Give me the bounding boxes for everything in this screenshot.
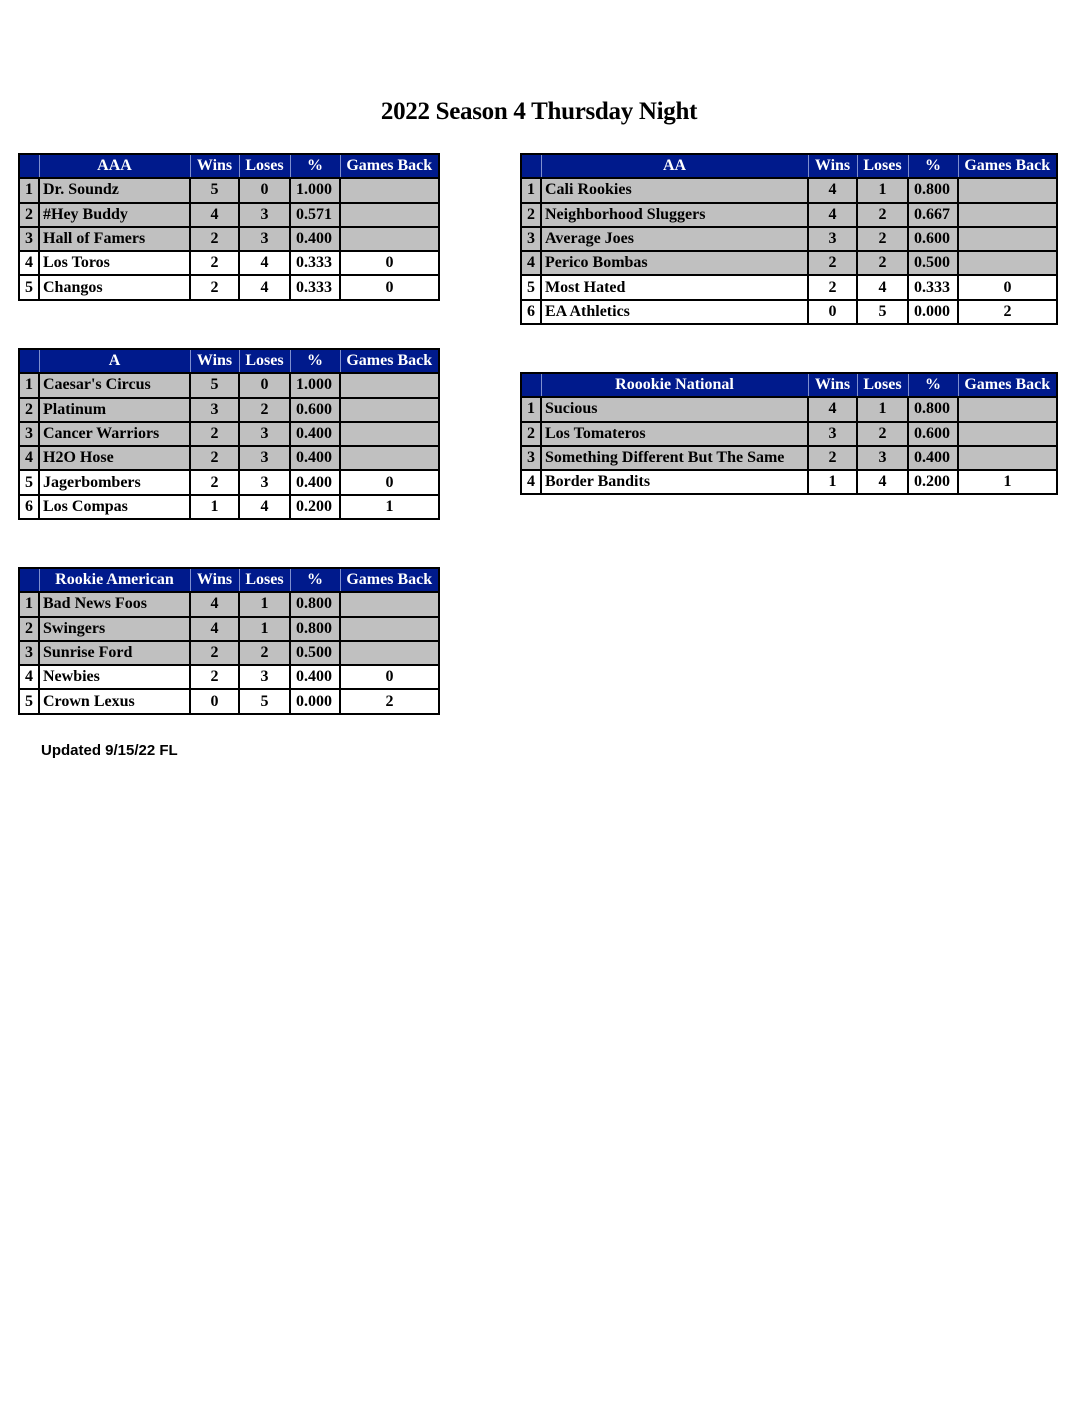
wins-cell: 4	[808, 178, 857, 202]
rank-cell: 4	[19, 665, 39, 689]
games-back-cell: 0	[340, 275, 439, 299]
rank-cell: 1	[521, 178, 541, 202]
games-back-cell	[340, 398, 439, 422]
loses-cell: 5	[857, 300, 908, 324]
standings-table-rookie-american	[18, 567, 440, 715]
table-row	[19, 617, 439, 641]
loses-cell: 5	[239, 689, 290, 713]
table-header-row	[521, 154, 1057, 178]
rank-cell: 2	[19, 203, 39, 227]
loses-cell: 0	[239, 373, 290, 397]
rank-cell: 4	[19, 251, 39, 275]
pct-cell: 0.333	[290, 251, 340, 275]
wins-cell: 2	[808, 251, 857, 275]
wins-cell: 2	[190, 251, 239, 275]
wins-cell: 0	[808, 300, 857, 324]
wins-cell: 1	[190, 495, 239, 519]
pct-header: %	[290, 349, 340, 373]
loses-cell: 3	[857, 446, 908, 470]
team-cell: Newbies	[39, 665, 190, 689]
rank-cell: 1	[521, 397, 541, 421]
team-cell: Border Bandits	[541, 470, 808, 494]
games-back-cell	[958, 251, 1057, 275]
loses-cell: 1	[857, 178, 908, 202]
standings-table-aa	[520, 153, 1058, 325]
team-cell: Bad News Foos	[39, 592, 190, 616]
games-back-cell	[958, 203, 1057, 227]
table-row	[19, 275, 439, 299]
pct-cell: 0.667	[908, 203, 958, 227]
rank-cell: 5	[19, 689, 39, 713]
pct-cell: 0.000	[290, 689, 340, 713]
rank-cell: 3	[19, 641, 39, 665]
team-cell: Most Hated	[541, 275, 808, 299]
loses-cell: 4	[857, 275, 908, 299]
team-cell: Los Tomateros	[541, 422, 808, 446]
table-row	[521, 422, 1057, 446]
table-row	[521, 470, 1057, 494]
team-cell: Average Joes	[541, 227, 808, 251]
loses-header: Loses	[857, 373, 908, 397]
wins-cell: 2	[808, 446, 857, 470]
rank-cell: 2	[521, 422, 541, 446]
pct-cell: 0.571	[290, 203, 340, 227]
rank-cell: 1	[19, 178, 39, 202]
games-back-cell	[340, 227, 439, 251]
games-back-header: Games Back	[340, 568, 439, 592]
table-header-row	[521, 373, 1057, 397]
page-title: 2022 Season 4 Thursday Night	[380, 98, 698, 125]
loses-header: Loses	[239, 154, 290, 178]
team-cell: #Hey Buddy	[39, 203, 190, 227]
table-header-row	[19, 154, 439, 178]
division-name: A	[39, 349, 190, 373]
loses-cell: 2	[857, 203, 908, 227]
loses-cell: 2	[857, 422, 908, 446]
loses-cell: 3	[239, 470, 290, 494]
team-cell: Jagerbombers	[39, 470, 190, 494]
loses-cell: 3	[239, 665, 290, 689]
games-back-header: Games Back	[958, 154, 1057, 178]
table-row	[521, 300, 1057, 324]
standings-table-a	[18, 348, 440, 520]
pct-cell: 0.600	[908, 422, 958, 446]
wins-cell: 2	[190, 446, 239, 470]
wins-cell: 4	[808, 397, 857, 421]
rank-cell: 3	[521, 227, 541, 251]
team-cell: EA Athletics	[541, 300, 808, 324]
rank-cell: 2	[521, 203, 541, 227]
rank-cell: 5	[19, 470, 39, 494]
pct-cell: 1.000	[290, 373, 340, 397]
games-back-cell: 1	[958, 470, 1057, 494]
wins-header: Wins	[190, 154, 239, 178]
pct-cell: 0.800	[908, 397, 958, 421]
wins-header: Wins	[808, 154, 857, 178]
loses-cell: 2	[239, 398, 290, 422]
games-back-cell	[340, 203, 439, 227]
wins-cell: 5	[190, 373, 239, 397]
team-cell: Caesar's Circus	[39, 373, 190, 397]
pct-cell: 0.200	[908, 470, 958, 494]
games-back-cell: 2	[958, 300, 1057, 324]
rank-cell: 2	[19, 617, 39, 641]
table-row	[19, 398, 439, 422]
rank-cell: 4	[521, 470, 541, 494]
pct-cell: 0.400	[290, 227, 340, 251]
pct-cell: 0.333	[908, 275, 958, 299]
rank-header	[19, 568, 39, 592]
games-back-header: Games Back	[340, 349, 439, 373]
team-cell: Perico Bombas	[541, 251, 808, 275]
loses-header: Loses	[239, 349, 290, 373]
rank-header	[19, 154, 39, 178]
rank-cell: 2	[19, 398, 39, 422]
wins-header: Wins	[190, 568, 239, 592]
rank-cell: 1	[19, 373, 39, 397]
loses-cell: 2	[239, 641, 290, 665]
loses-cell: 4	[239, 275, 290, 299]
team-cell: Los Compas	[39, 495, 190, 519]
table-row	[19, 592, 439, 616]
games-back-cell	[340, 641, 439, 665]
rank-cell: 5	[521, 275, 541, 299]
team-cell: Sucious	[541, 397, 808, 421]
table-row	[19, 495, 439, 519]
wins-cell: 2	[190, 275, 239, 299]
pct-cell: 0.600	[290, 398, 340, 422]
loses-cell: 3	[239, 227, 290, 251]
games-back-header: Games Back	[958, 373, 1057, 397]
division-name: Roookie National	[541, 373, 808, 397]
pct-cell: 0.800	[908, 178, 958, 202]
team-cell: Dr. Soundz	[39, 178, 190, 202]
table-row	[521, 227, 1057, 251]
pct-cell: 1.000	[290, 178, 340, 202]
games-back-cell	[340, 178, 439, 202]
pct-header: %	[290, 568, 340, 592]
wins-cell: 2	[190, 227, 239, 251]
updated-note: Updated 9/15/22 FL	[41, 742, 178, 759]
wins-cell: 4	[190, 203, 239, 227]
loses-header: Loses	[239, 568, 290, 592]
team-cell: Neighborhood Sluggers	[541, 203, 808, 227]
games-back-cell: 1	[340, 495, 439, 519]
pct-cell: 0.400	[290, 665, 340, 689]
pct-cell: 0.800	[290, 617, 340, 641]
table-row	[521, 178, 1057, 202]
pct-cell: 0.500	[290, 641, 340, 665]
loses-cell: 4	[239, 495, 290, 519]
pct-header: %	[290, 154, 340, 178]
loses-cell: 2	[857, 251, 908, 275]
games-back-cell	[958, 422, 1057, 446]
table-row	[19, 422, 439, 446]
team-cell: Swingers	[39, 617, 190, 641]
pct-cell: 0.600	[908, 227, 958, 251]
standings-table-aaa	[18, 153, 440, 301]
table-row	[521, 446, 1057, 470]
table-row	[19, 470, 439, 494]
table-row	[19, 373, 439, 397]
games-back-cell: 0	[340, 665, 439, 689]
table-row	[521, 397, 1057, 421]
wins-cell: 4	[190, 617, 239, 641]
table-row	[19, 446, 439, 470]
wins-cell: 2	[190, 665, 239, 689]
games-back-cell	[958, 397, 1057, 421]
loses-cell: 4	[239, 251, 290, 275]
rank-cell: 3	[19, 227, 39, 251]
pct-cell: 0.400	[290, 446, 340, 470]
rank-cell: 3	[521, 446, 541, 470]
pct-cell: 0.400	[290, 422, 340, 446]
rank-cell: 5	[19, 275, 39, 299]
wins-cell: 3	[190, 398, 239, 422]
wins-cell: 2	[190, 641, 239, 665]
table-row	[19, 641, 439, 665]
games-back-cell	[958, 227, 1057, 251]
standings-table-rookie-national	[520, 372, 1058, 495]
rank-cell: 1	[19, 592, 39, 616]
division-name: AAA	[39, 154, 190, 178]
rank-cell: 6	[19, 495, 39, 519]
team-cell: Crown Lexus	[39, 689, 190, 713]
loses-cell: 1	[239, 617, 290, 641]
wins-cell: 5	[190, 178, 239, 202]
games-back-cell	[958, 446, 1057, 470]
team-cell: Cancer Warriors	[39, 422, 190, 446]
games-back-cell	[340, 592, 439, 616]
rank-header	[19, 349, 39, 373]
table-row	[19, 227, 439, 251]
games-back-header: Games Back	[340, 154, 439, 178]
loses-cell: 4	[857, 470, 908, 494]
games-back-cell	[340, 446, 439, 470]
wins-cell: 3	[808, 422, 857, 446]
pct-cell: 0.800	[290, 592, 340, 616]
team-cell: Changos	[39, 275, 190, 299]
games-back-cell	[958, 178, 1057, 202]
team-cell: Los Toros	[39, 251, 190, 275]
pct-cell: 0.000	[908, 300, 958, 324]
pct-cell: 0.333	[290, 275, 340, 299]
games-back-cell	[340, 422, 439, 446]
team-cell: Hall of Famers	[39, 227, 190, 251]
games-back-cell: 0	[340, 470, 439, 494]
team-cell: Platinum	[39, 398, 190, 422]
loses-cell: 3	[239, 422, 290, 446]
loses-header: Loses	[857, 154, 908, 178]
loses-cell: 3	[239, 203, 290, 227]
team-cell: Cali Rookies	[541, 178, 808, 202]
team-cell: Something Different But The Same	[541, 446, 808, 470]
division-name: AA	[541, 154, 808, 178]
wins-header: Wins	[190, 349, 239, 373]
games-back-cell: 2	[340, 689, 439, 713]
loses-cell: 3	[239, 446, 290, 470]
rank-cell: 4	[19, 446, 39, 470]
table-row	[19, 178, 439, 202]
rank-header	[521, 154, 541, 178]
table-header-row	[19, 568, 439, 592]
table-row	[521, 275, 1057, 299]
table-row	[19, 203, 439, 227]
games-back-cell: 0	[958, 275, 1057, 299]
table-row	[19, 665, 439, 689]
wins-header: Wins	[808, 373, 857, 397]
wins-cell: 2	[190, 470, 239, 494]
wins-cell: 0	[190, 689, 239, 713]
games-back-cell: 0	[340, 251, 439, 275]
table-header-row	[19, 349, 439, 373]
pct-cell: 0.400	[908, 446, 958, 470]
games-back-cell	[340, 617, 439, 641]
games-back-cell	[340, 373, 439, 397]
table-row	[19, 251, 439, 275]
team-cell: Sunrise Ford	[39, 641, 190, 665]
pct-cell: 0.400	[290, 470, 340, 494]
pct-header: %	[908, 154, 958, 178]
wins-cell: 1	[808, 470, 857, 494]
wins-cell: 3	[808, 227, 857, 251]
loses-cell: 0	[239, 178, 290, 202]
team-cell: H2O Hose	[39, 446, 190, 470]
rank-cell: 3	[19, 422, 39, 446]
pct-header: %	[908, 373, 958, 397]
table-row	[19, 689, 439, 713]
wins-cell: 4	[190, 592, 239, 616]
division-name: Rookie American	[39, 568, 190, 592]
loses-cell: 2	[857, 227, 908, 251]
wins-cell: 2	[808, 275, 857, 299]
loses-cell: 1	[857, 397, 908, 421]
loses-cell: 1	[239, 592, 290, 616]
rank-header	[521, 373, 541, 397]
wins-cell: 4	[808, 203, 857, 227]
rank-cell: 6	[521, 300, 541, 324]
rank-cell: 4	[521, 251, 541, 275]
table-row	[521, 203, 1057, 227]
table-row	[521, 251, 1057, 275]
pct-cell: 0.200	[290, 495, 340, 519]
pct-cell: 0.500	[908, 251, 958, 275]
wins-cell: 2	[190, 422, 239, 446]
